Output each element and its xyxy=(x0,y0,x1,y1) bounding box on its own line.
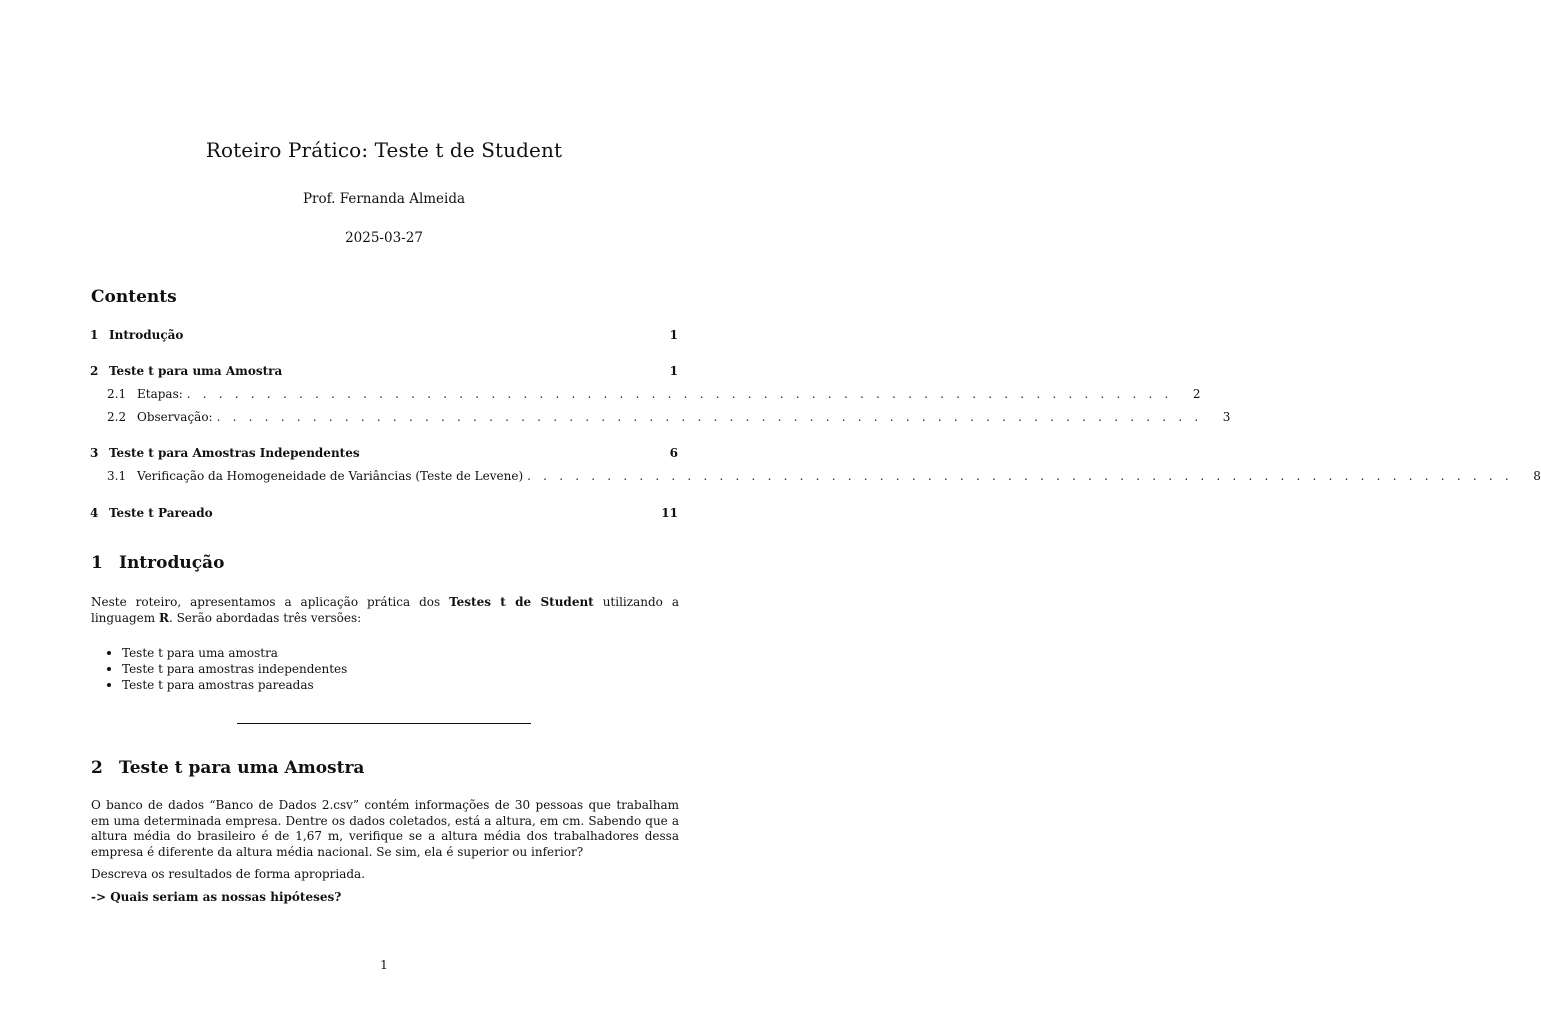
list-item: Teste t para amostras independentes xyxy=(105,661,347,677)
toc-entry-levene[interactable] xyxy=(90,469,1541,487)
toc-leader-dots: . . . . . . . . . . . . . . . . . . . . . . . . . . . . . . . . . . . . . . . . . . . . . . . . . . . . . . . . . . . . . . xyxy=(527,469,1513,483)
toc-entry-title: Teste t para uma Amostra xyxy=(109,364,283,378)
list-item: Teste t para uma amostra xyxy=(105,645,347,661)
bullet-icon xyxy=(107,683,111,687)
toc-entry-page: 1 xyxy=(669,364,678,378)
toc-leader-dots: . . . . . . . . . . . . . . . . . . . . . . . . . . . . . . . . . . . . . . . . . . . . . . . . . . . . . . . . . . . . . . xyxy=(216,410,1203,424)
bold-term-testes-t: Testes t de Student xyxy=(449,595,594,609)
bullet-icon xyxy=(107,667,111,671)
section-number: 1 xyxy=(91,553,103,573)
page-number: 1 xyxy=(380,958,388,972)
toc-entry-teste-t-uma-amostra[interactable] xyxy=(90,364,678,382)
toc-entry-page: 8 xyxy=(1533,469,1541,483)
toc-entry-page: 1 xyxy=(669,328,678,342)
toc-entry-number: 1 xyxy=(90,328,99,342)
instruction-paragraph: Descreva os resultados de forma apropriada. xyxy=(91,867,366,881)
toc-entry-title: Verificação da Homogeneidade de Variâncias (Teste de Levene) xyxy=(137,469,524,483)
toc-entry-page: 6 xyxy=(669,446,678,460)
section-number: 2 xyxy=(91,758,103,778)
toc-entry-teste-t-pareado[interactable] xyxy=(90,506,678,524)
bullet-icon xyxy=(107,651,111,655)
toc-entry-title: Observação: xyxy=(137,410,213,424)
document-title: Roteiro Prático: Teste t de Student xyxy=(205,138,563,162)
toc-entry-page: 3 xyxy=(1222,410,1231,424)
toc-entry-observacao[interactable] xyxy=(90,410,1231,428)
horizontal-rule xyxy=(237,723,531,724)
toc-entry-number: 3.1 xyxy=(107,469,127,483)
toc-entry-number: 4 xyxy=(90,506,99,520)
section-title: Teste t para uma Amostra xyxy=(119,758,365,778)
section-heading-introducao xyxy=(91,553,224,573)
section-title: Introdução xyxy=(119,553,225,573)
toc-entry-page: 11 xyxy=(661,506,678,520)
section-heading-teste-t-uma-amostra xyxy=(91,758,364,778)
list-item: Teste t para amostras pareadas xyxy=(105,677,347,693)
toc-entry-title: Introdução xyxy=(109,328,184,342)
intro-paragraph: Neste roteiro, apresentamos a aplicação prática dos Testes t de Student utilizando a linguagem R. Serão abordadas três versões: xyxy=(91,595,679,625)
toc-entry-number: 2 xyxy=(90,364,99,378)
toc-entry-title: Teste t para Amostras Independentes xyxy=(109,446,360,460)
toc-entry-etapas[interactable] xyxy=(90,387,1201,405)
problem-paragraph: O banco de dados “Banco de Dados 2.csv” contém informações de 30 pessoas que trabalham em uma determinada empresa. Dentre os dados coletados, está a altura, em cm. Sabendo que a altura média do brasileiro é de 1,67 m, verifique se a altura média dos trabalhadores dessa empresa é diferente da altura média nacional. Se sim, ela é superior ou inferior? xyxy=(91,798,679,859)
document-date: 2025-03-27 xyxy=(345,230,423,246)
toc-entry-number: 2.1 xyxy=(107,387,127,401)
toc-leader-dots: . . . . . . . . . . . . . . . . . . . . . . . . . . . . . . . . . . . . . . . . . . . . . . . . . . . . . . . . . . . . . . xyxy=(186,387,1173,401)
document-author: Prof. Fernanda Almeida xyxy=(302,191,466,207)
hypotheses-question: -> Quais seriam as nossas hipóteses? xyxy=(91,890,342,904)
toc-entry-introducao[interactable] xyxy=(90,328,678,346)
toc-entry-amostras-independentes[interactable] xyxy=(90,446,678,464)
toc-heading: Contents xyxy=(91,287,177,307)
toc-entry-title: Etapas: xyxy=(137,387,183,401)
bold-term-r: R xyxy=(158,610,169,625)
versions-list xyxy=(105,645,347,693)
toc-entry-page: 2 xyxy=(1192,387,1201,401)
toc-entry-number: 3 xyxy=(90,446,99,460)
toc-entry-number: 2.2 xyxy=(107,410,127,424)
toc-entry-title: Teste t Pareado xyxy=(109,506,213,520)
